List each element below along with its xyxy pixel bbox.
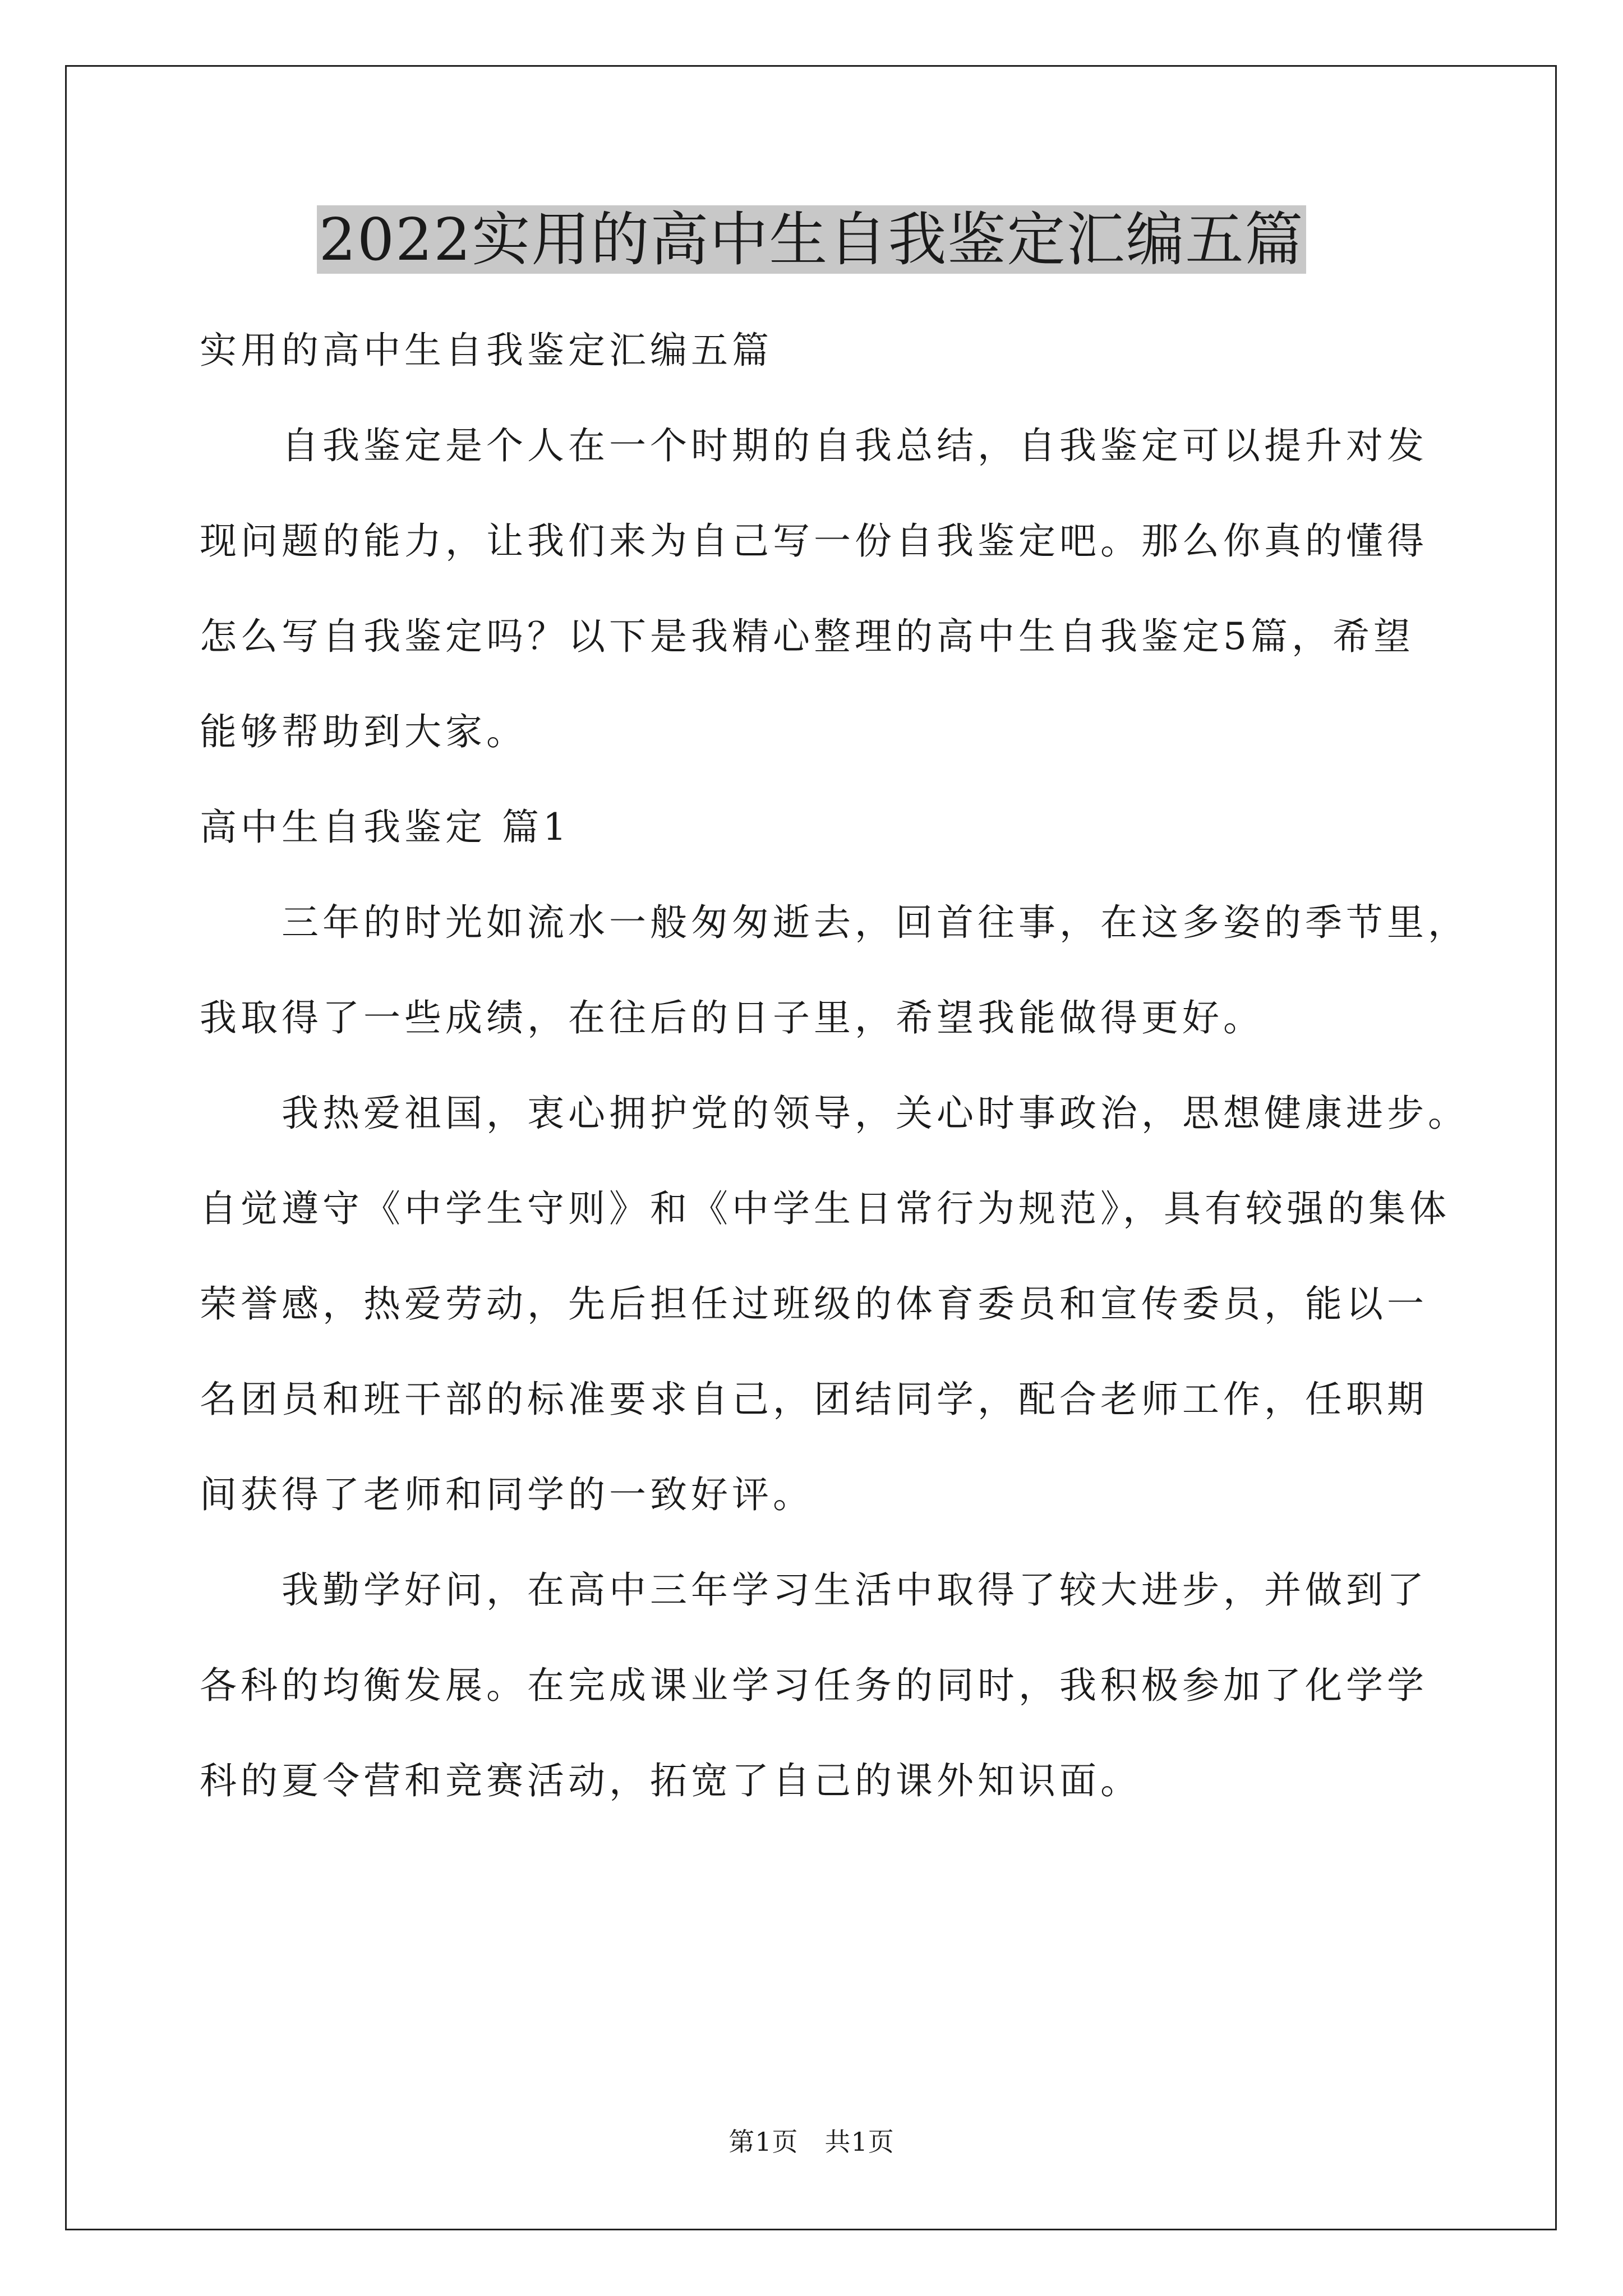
body-line: 我取得了一些成绩，在往后的日子里，希望我能做得更好。 (200, 996, 1264, 1039)
body-line: 荣誉感，热爱劳动，先后担任过班级的体育委员和宣传委员，能以一 (200, 1282, 1428, 1326)
body-line: 间获得了老师和同学的一致好评。 (200, 1473, 814, 1516)
body-line: 实用的高中生自我鉴定汇编五篇 (200, 329, 773, 372)
body-line: 现问题的能力，让我们来为自己写一份自我鉴定吧。那么你真的懂得 (200, 519, 1428, 563)
body-line: 自我鉴定是个人在一个时期的自我总结，自我鉴定可以提升对发 (200, 424, 1428, 467)
body-line: 怎么写自我鉴定吗？以下是我精心整理的高中生自我鉴定5篇，希望 (200, 615, 1414, 658)
body-line: 各科的均衡发展。在完成课业学习任务的同时，我积极参加了化学学 (200, 1664, 1428, 1707)
body-line: 能够帮助到大家。 (200, 710, 527, 753)
body-line: 我勤学好问，在高中三年学习生活中取得了较大进步，并做到了 (200, 1568, 1428, 1612)
body-line: 三年的时光如流水一般匆匆逝去，回首往事，在这多姿的季节里， (200, 901, 1469, 944)
body-line: 我热爱祖国，衷心拥护党的领导，关心时事政治，思想健康进步。 (200, 1092, 1469, 1135)
page-border (65, 65, 1557, 2230)
document-title (0, 203, 1623, 276)
body-line: 自觉遵守《中学生守则》和《中学生日常行为规范》，具有较强的集体 (200, 1187, 1450, 1230)
body-line: 科的夏令营和竞赛活动，拓宽了自己的课外知识面。 (200, 1759, 1141, 1802)
body-line: 名团员和班干部的标准要求自己，团结同学，配合老师工作，任职期 (200, 1378, 1428, 1421)
section-heading: 高中生自我鉴定 篇1 (200, 806, 570, 849)
document-title-text: 2022实用的高中生自我鉴定汇编五篇 (317, 205, 1307, 274)
page-number-footer: 第1页 共1页 (728, 2127, 895, 2157)
